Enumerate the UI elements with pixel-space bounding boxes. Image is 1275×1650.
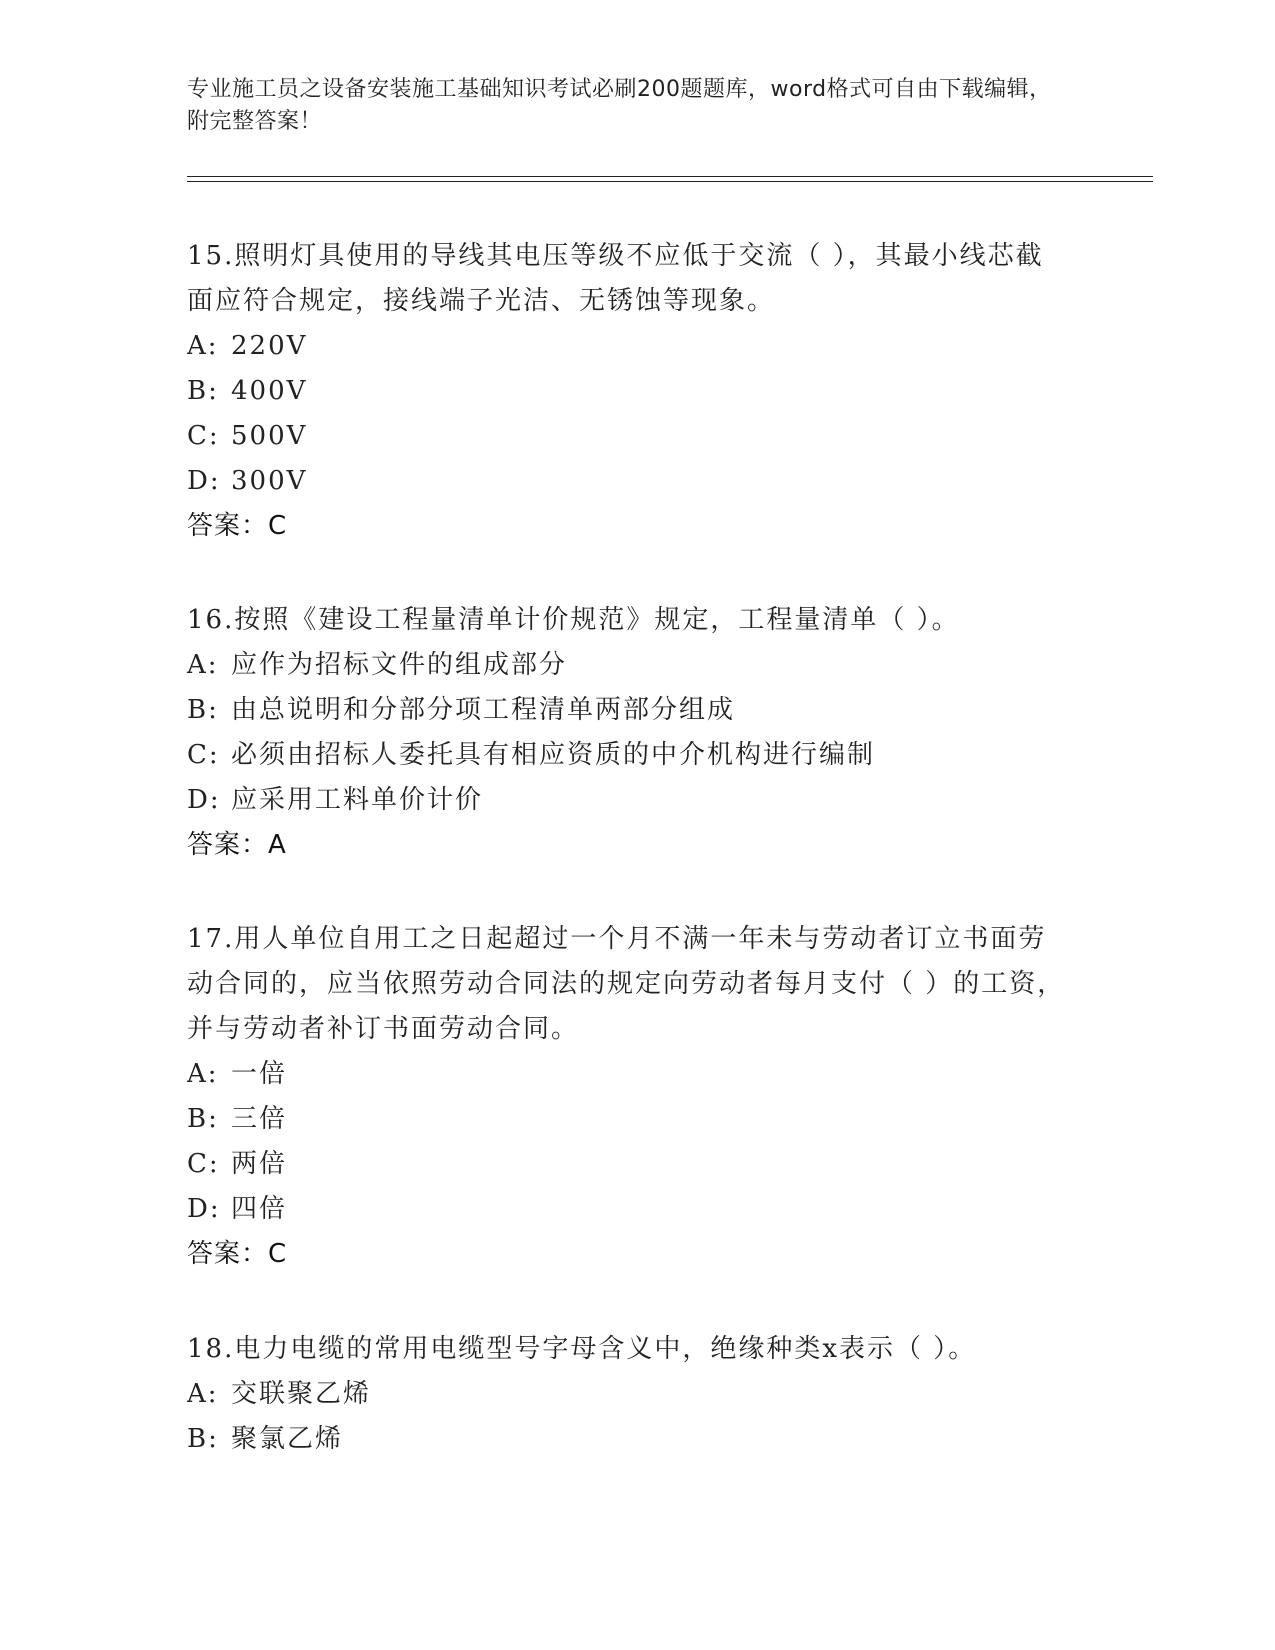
option-label: D: [187,1194,221,1224]
option-label: D: [187,466,221,496]
option-b [187,688,1067,733]
option-text: 聚氯乙烯 [231,1424,344,1454]
option-text: 两倍 [231,1149,288,1179]
option-c [187,414,1067,459]
option-d [187,459,1067,504]
option-c [187,733,1067,778]
option-b [187,1417,1067,1462]
option-d [187,1187,1067,1232]
option-label: A: [187,650,219,680]
option-text: 应采用工料单价计价 [231,785,484,815]
option-label: A: [187,1059,219,1089]
option-a [187,643,1067,688]
question-text: 15.照明灯具使用的导线其电压等级不应低于交流（ ），其最小线芯截面应符合规定，接线端子光洁、无锈蚀等现象。 [187,241,1044,316]
option-label: B: [187,695,219,725]
option-a [187,324,1067,369]
answer-line: 答案：C [187,511,288,541]
question-text: 17.用人单位自用工之日起超过一个月不满一年未与劳动者订立书面劳动合同的，应当依照劳动合同法的规定向劳动者每月支付（ ）的工资，并与劳动者补订书面劳动合同。 [187,924,1066,1044]
option-label: C: [187,421,220,451]
option-c [187,1142,1067,1187]
option-text: 400V [231,376,308,406]
option-label: C: [187,740,220,770]
question-15 [187,234,1067,549]
option-text: 220V [231,331,308,361]
answer-line: 答案：A [187,830,287,860]
header-divider-bottom [187,181,1153,182]
option-label: A: [187,1379,219,1409]
option-label: A: [187,331,219,361]
option-label: B: [187,1104,219,1134]
option-a [187,1052,1067,1097]
option-b [187,1097,1067,1142]
question-text: 18.电力电缆的常用电缆型号字母含义中，绝缘种类x表示（ ）。 [187,1334,977,1364]
option-label: D: [187,785,221,815]
question-text: 16.按照《建设工程量清单计价规范》规定，工程量清单（ ）。 [187,605,960,635]
option-text: 必须由招标人委托具有相应资质的中介机构进行编制 [231,740,876,770]
option-text: 三倍 [231,1104,288,1134]
question-17 [187,917,1067,1277]
option-b [187,369,1067,414]
option-text: 500V [231,421,308,451]
option-d [187,778,1067,823]
option-text: 300V [231,466,308,496]
option-text: 交联聚乙烯 [231,1379,372,1409]
question-16 [187,598,1067,868]
question-18 [187,1327,1067,1462]
option-label: B: [187,376,219,406]
document-header: 专业施工员之设备安装施工基础知识考试必刷200题题库，word格式可自由下载编辑，附完整答案！ [187,77,1052,134]
option-text: 应作为招标文件的组成部分 [231,650,568,680]
option-text: 由总说明和分部分项工程清单两部分组成 [231,695,736,725]
option-text: 一倍 [231,1059,288,1089]
answer-line: 答案：C [187,1239,288,1269]
option-label: C: [187,1149,220,1179]
header-divider-top [187,176,1153,177]
option-a [187,1372,1067,1417]
option-text: 四倍 [231,1194,288,1224]
option-label: B: [187,1424,219,1454]
